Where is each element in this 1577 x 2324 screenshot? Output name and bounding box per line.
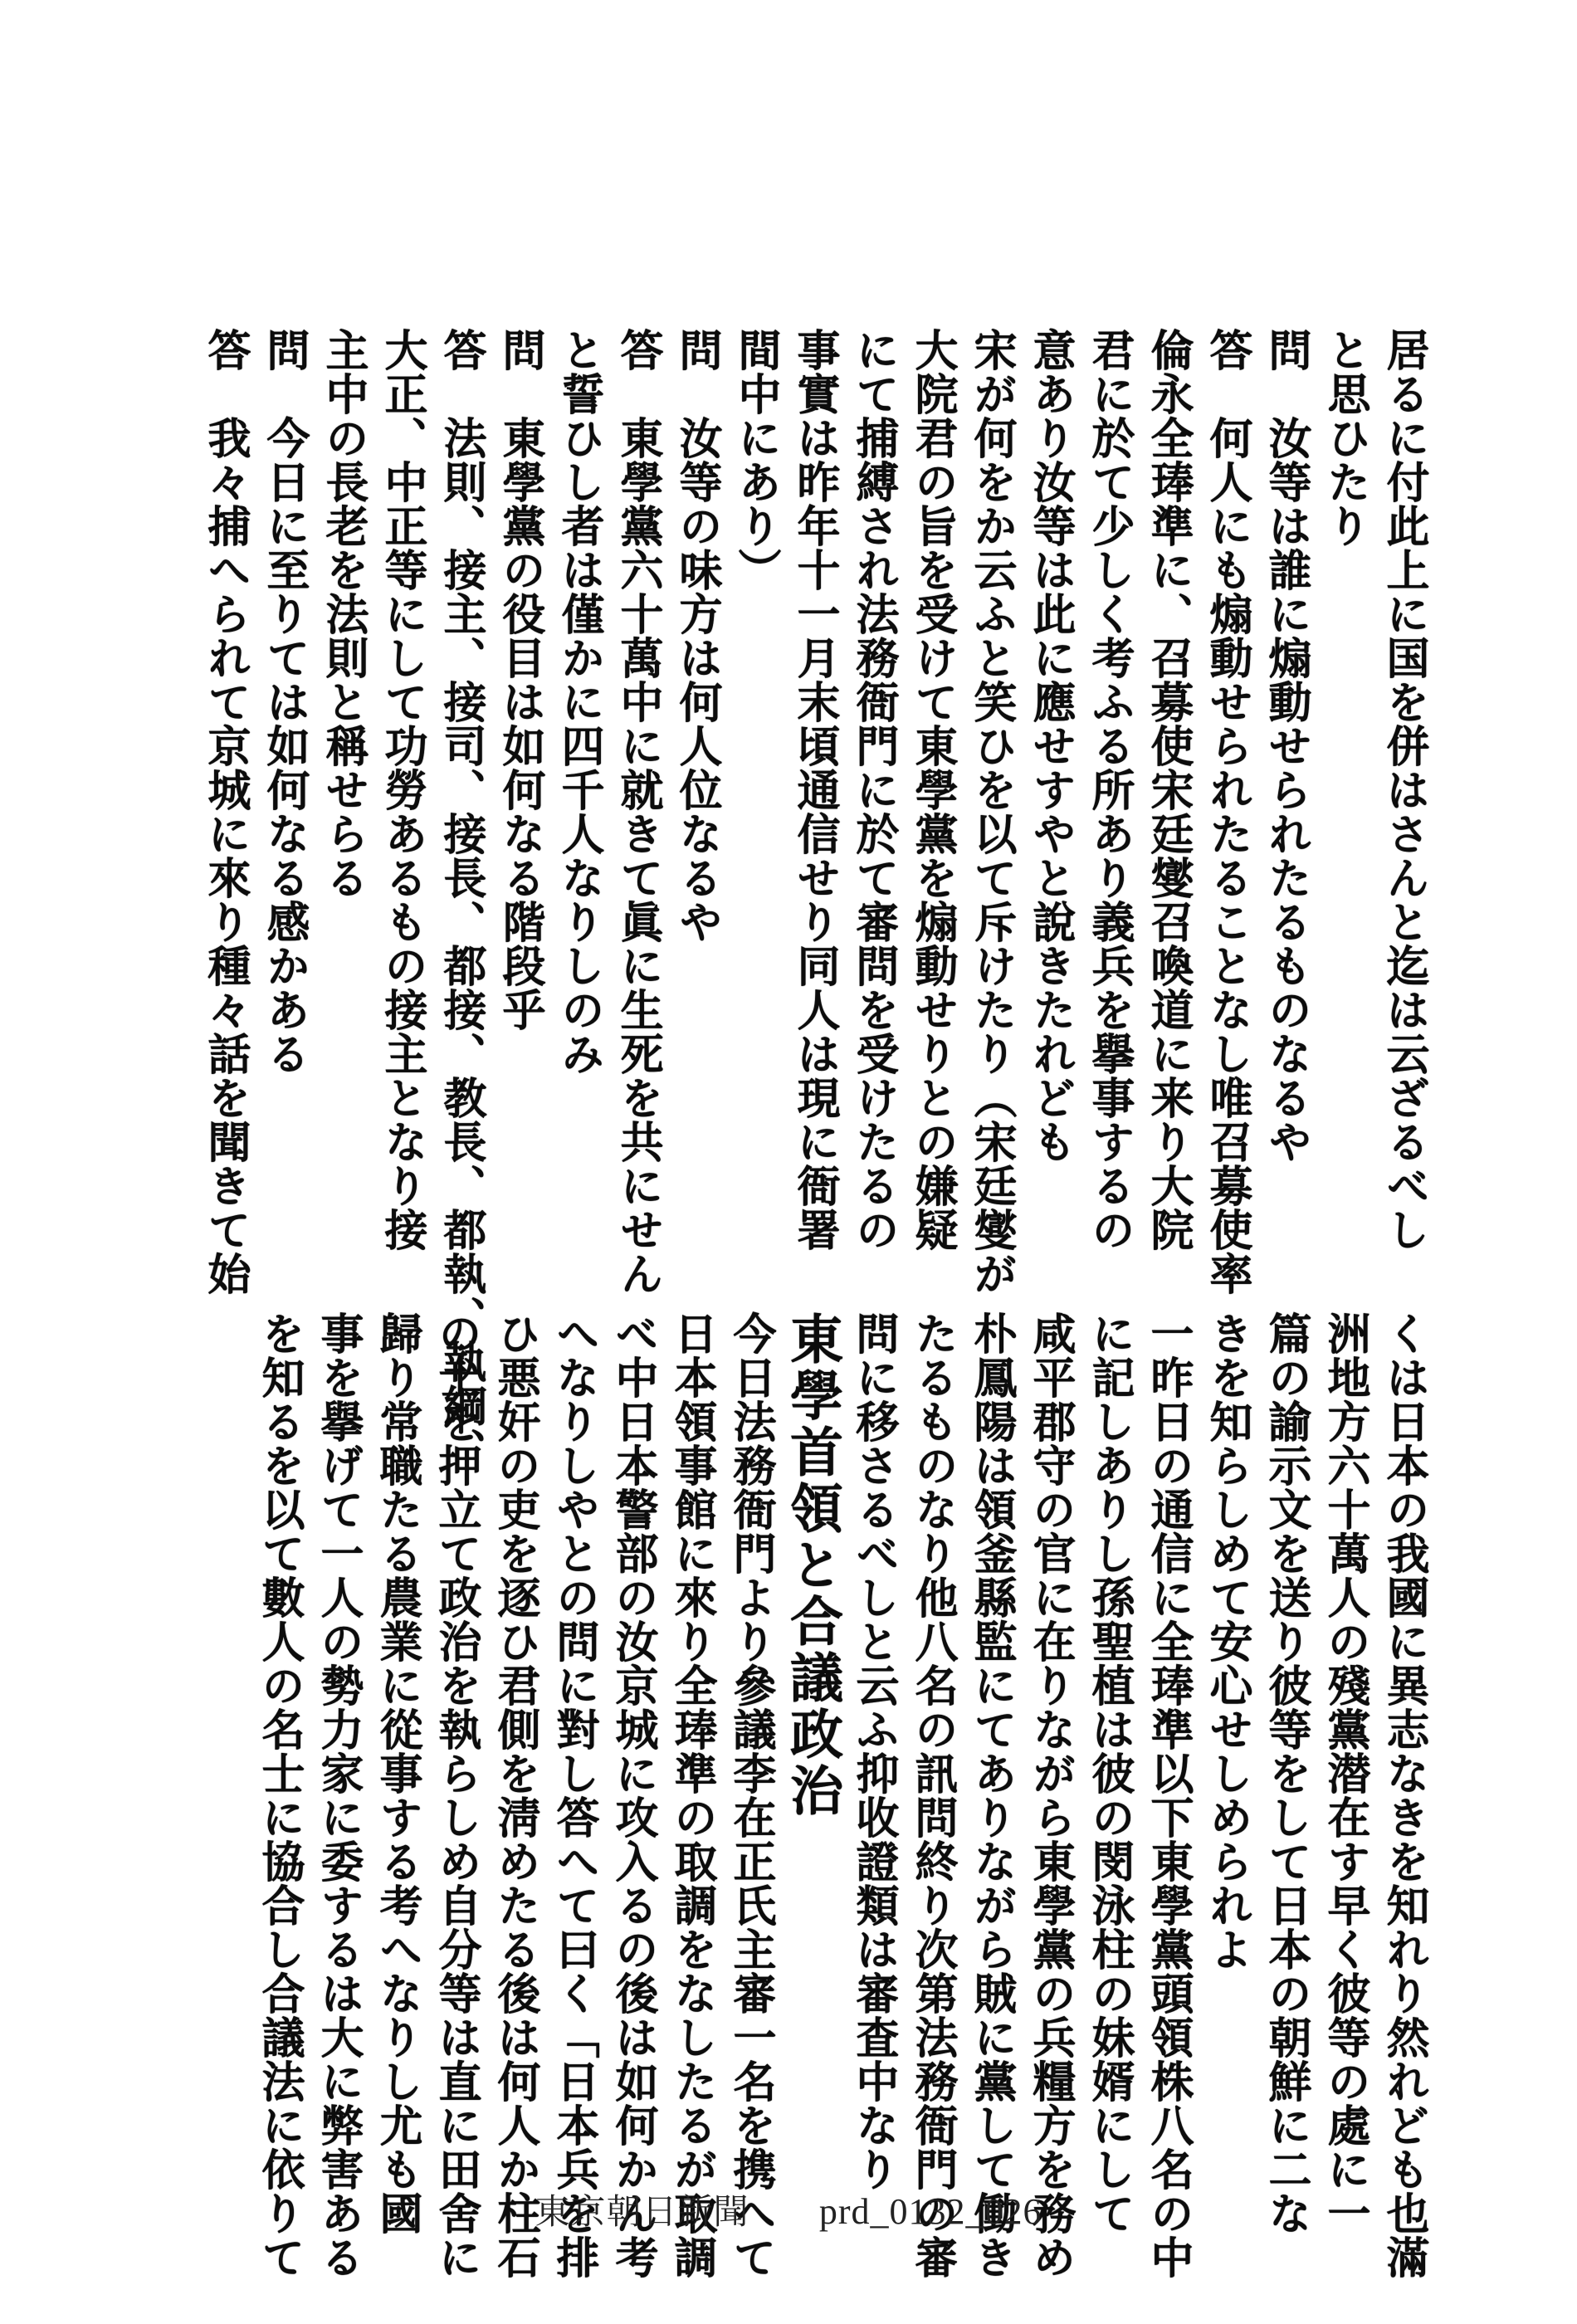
text-column: 問に移さるべしと云ふ抑收證類は審査中なり xyxy=(848,1311,899,2191)
text-column: と誓ひし者は僅かに四千人なりしのみ xyxy=(554,328,604,1076)
text-column: 居るに付此上に国を併はさんと迄は云ざるべし xyxy=(1379,328,1429,1252)
text-column: 答 何人にも煽動せられたることなし唯召募使率 xyxy=(1202,328,1252,1296)
text-column: 答 法則、接主、接司、接長、都接、教長、都執、執綱、 xyxy=(436,328,486,1472)
text-column: 咸平郡守の官に在りながら東學黨の兵糧方を務め xyxy=(1025,1311,1076,2279)
text-column: 事を擧げて一人の勢力家に委するは大に弊害ある xyxy=(313,1311,364,2279)
text-column: と思ひたり xyxy=(1320,328,1370,548)
text-column: 意あり汝等は此に應せすやと說きたれども xyxy=(1025,328,1076,1164)
text-column: 問 東學黨の役目は如何なる階段乎 xyxy=(495,328,545,1032)
text-column: 事實は昨年十一月末頃通信せり同人は現に衙署 xyxy=(789,328,840,1252)
top-text-block xyxy=(166,328,1429,1472)
text-column: の士を押立て政治を執らしめ自分等は直に田舍に xyxy=(431,1311,481,2279)
text-column: くは日本の我國に異志なきを知れり然れども也滿 xyxy=(1379,1311,1429,2279)
text-column: 大院君の旨を受けて東學黨を煽動せりとの嫌疑 xyxy=(907,328,958,1252)
page-identifier: prd_0132_026 xyxy=(818,2191,1042,2232)
text-column: 君に於て少しく考ふる所あり義兵を擧事するの xyxy=(1084,328,1135,1252)
text-column: 篇の諭示文を送り彼等をして日本の朝鮮に二な xyxy=(1261,1311,1311,2235)
text-column: ひ悪奸の吏を逐ひ君側を淸めたる後は何人か柱石 xyxy=(490,1311,540,2279)
text-column: 答 東學黨六十萬中に就きて眞に生死を共にせん xyxy=(613,328,663,1296)
text-column: 歸り常職たる農業に從事する考へなりし尤も國 xyxy=(372,1311,422,2235)
text-column: 間中にあり） xyxy=(730,328,781,592)
text-column: 主中の長老を法則と稱せらる xyxy=(318,328,369,900)
text-column: 答 我々捕へられて京城に來り種々話を聞きて始 xyxy=(200,328,251,1296)
text-column: 今日法務衙門より參議李在正氏主審一名を携へて xyxy=(725,1311,776,2279)
text-column: へなりしやとの問に對し答へて曰く「日本兵を排 xyxy=(549,1311,599,2279)
page-footer xyxy=(0,2185,1577,2234)
text-column: を知るを以て數人の名士に協合し合議法に依りて xyxy=(254,1311,305,2279)
text-column: 宋が何をか云ふと笑ひを以て斥けたり（宋廷燮が xyxy=(966,328,1017,1296)
text-column: 朴鳳陽は領釜縣監にてありながら賊に黨して働き xyxy=(966,1311,1017,2279)
text-column: 大正、中正等にして功勞あるもの接主となり接 xyxy=(377,328,427,1252)
text-column: 問 汝等は誰に煽動せられたるものなるや xyxy=(1261,328,1311,1164)
text-column: 問 今日に至りては如何なる感かある xyxy=(259,328,310,1076)
text-column: 洲地方六十萬人の殘黨潜在す早く彼等の處に一 xyxy=(1320,1311,1370,2235)
text-column: きを知らしめて安心せしめられよ xyxy=(1202,1311,1252,1971)
text-column: 倫永全琫準に、召募使宋廷燮召喚道に来り大院 xyxy=(1143,328,1194,1252)
text-column: 問 汝等の味方は何人位なるや xyxy=(671,328,722,944)
text-column: 一昨日の通信に全琫準以下東學黨頭領株八名の中 xyxy=(1143,1311,1194,2279)
article-headline: 東學首領と合議政治 xyxy=(781,1311,843,1819)
newspaper-title: 東京朝日新聞 xyxy=(535,2191,749,2232)
text-column: べ中日本警部の汝京城に攻入るの後は如何かん考 xyxy=(608,1311,658,2279)
text-column: に記しありし孫聖植は彼の閔泳柱の妹婿にして xyxy=(1084,1311,1135,2235)
text-column: たるものなり他八名の訊問終り次第法務衙門の審 xyxy=(907,1311,958,2279)
text-column: 日本領事館に來り全琫準の取調をなしたるが取調 xyxy=(666,1311,717,2279)
text-column: にて捕縛され法務衙門に於て審問を受けたるの xyxy=(848,328,899,1252)
